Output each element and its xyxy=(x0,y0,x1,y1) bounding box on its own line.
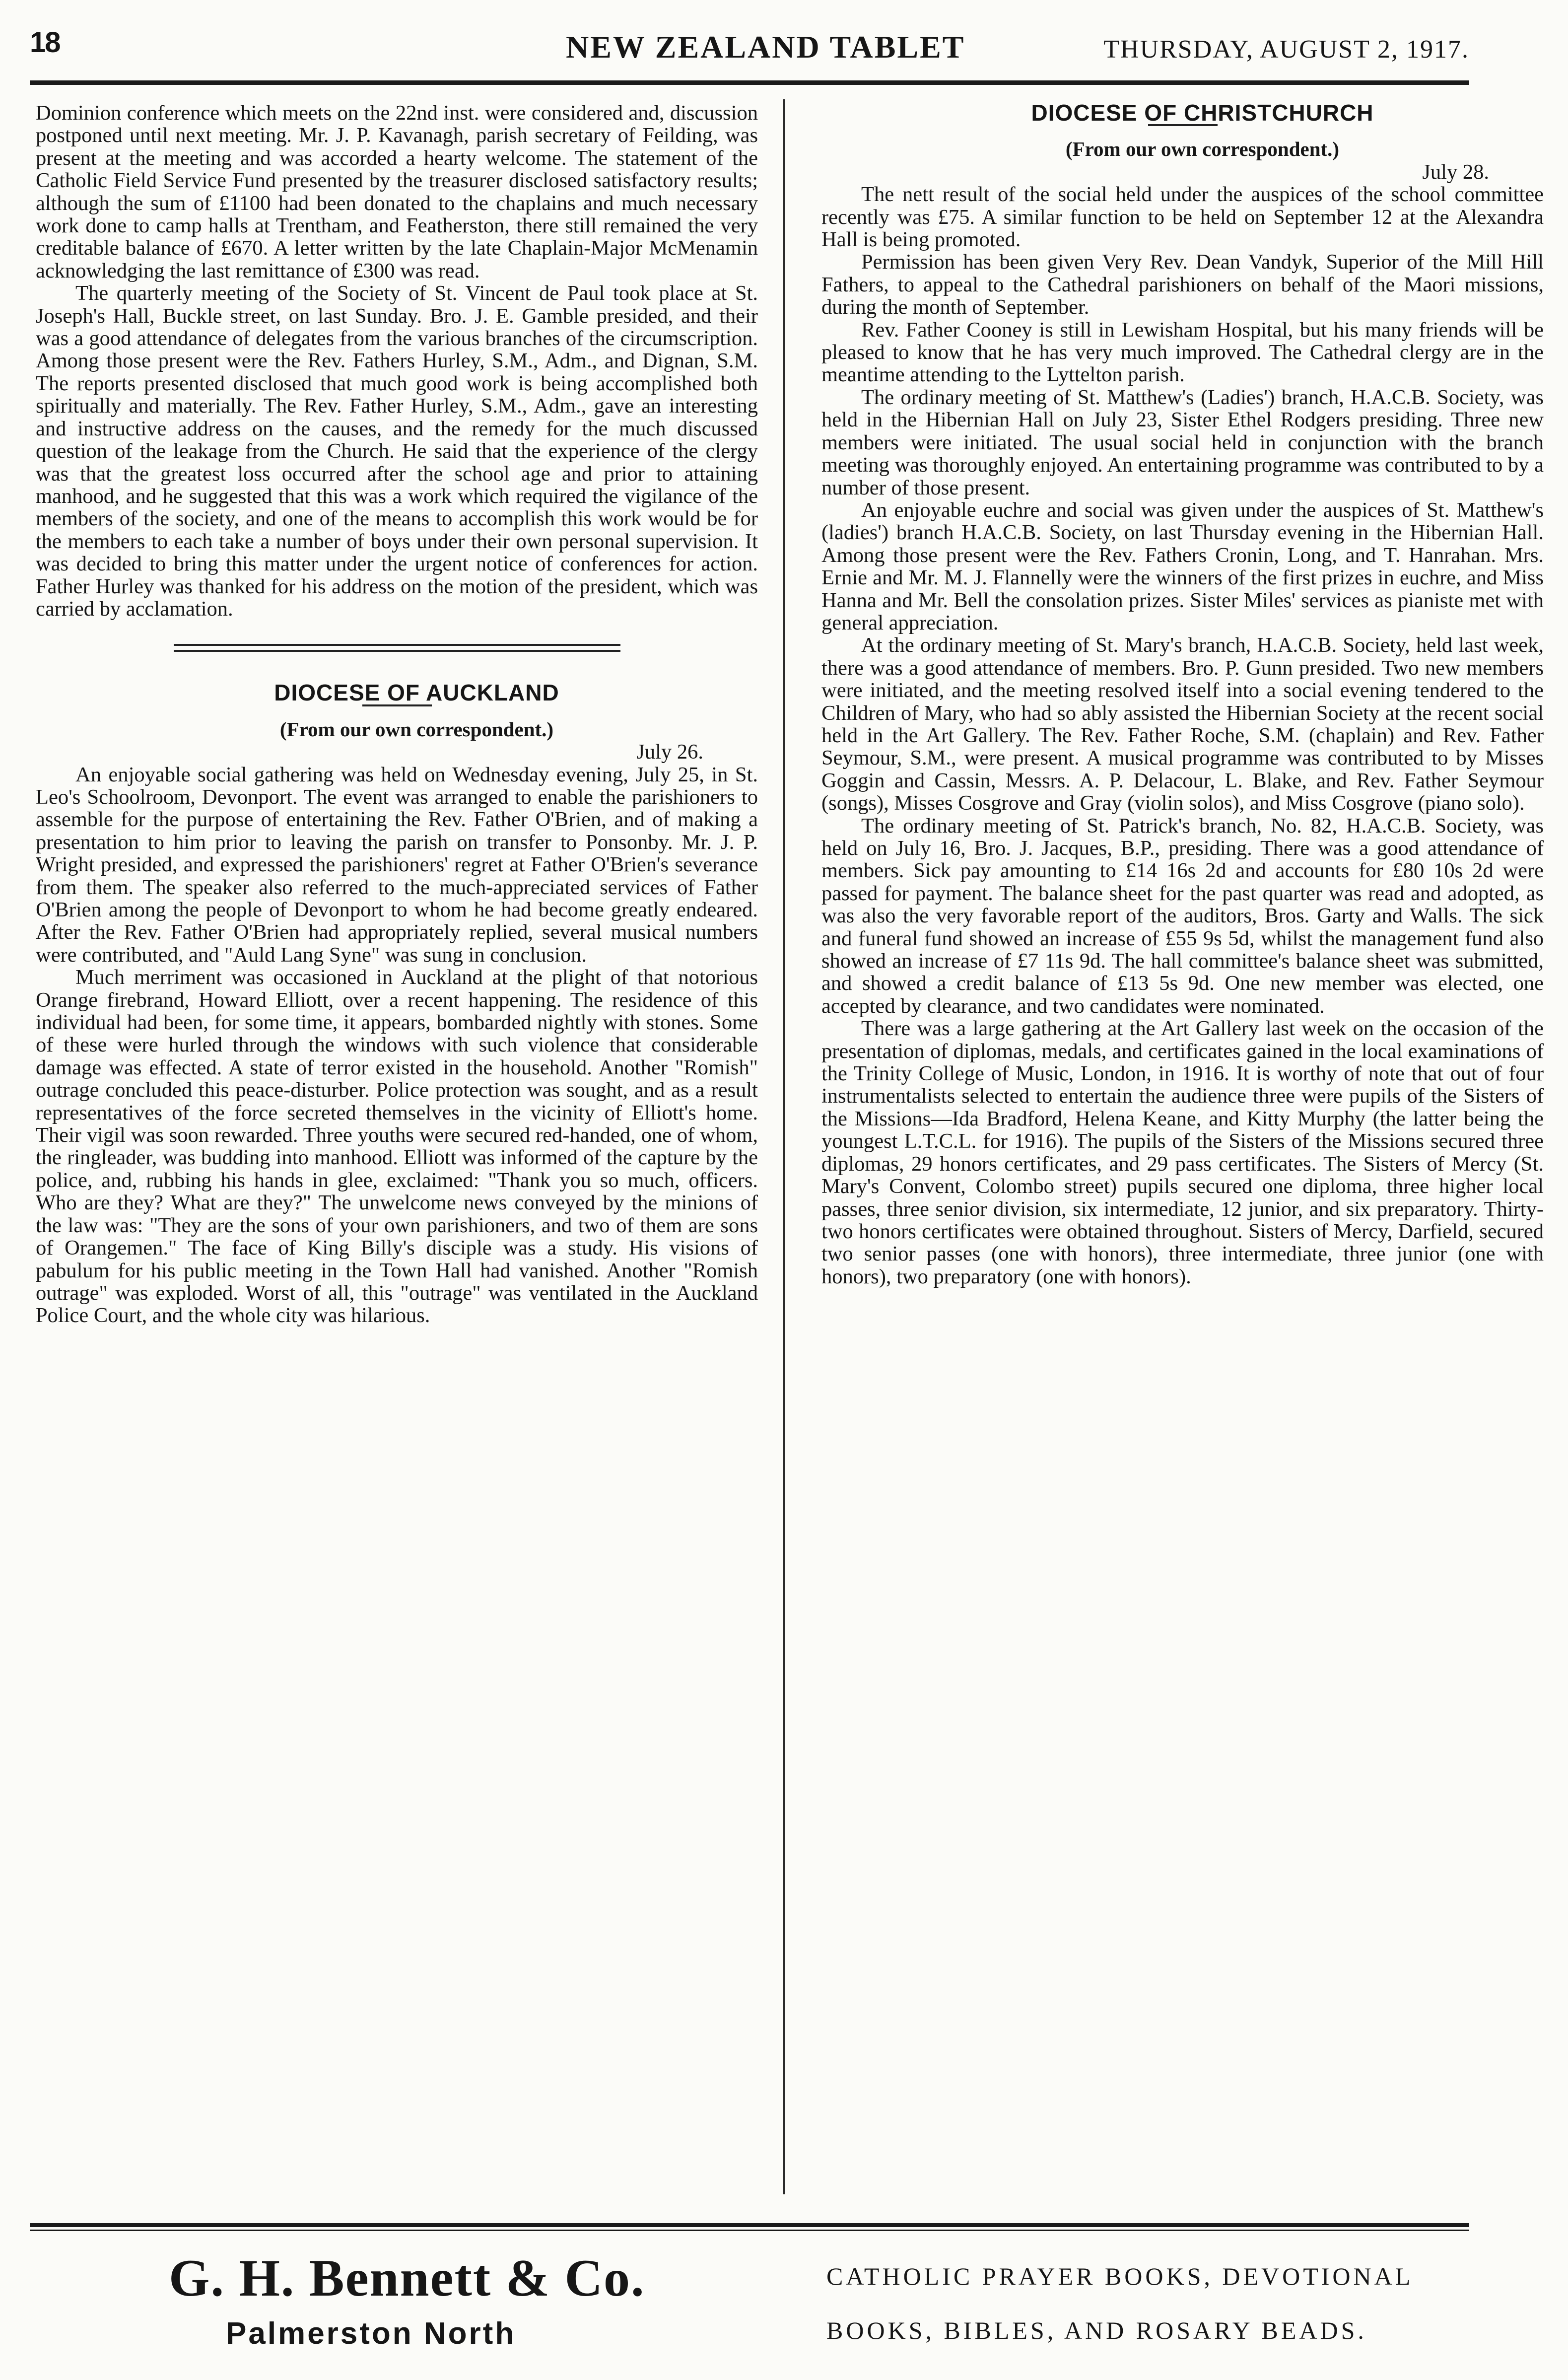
article-diocese-auckland xyxy=(36,682,758,1327)
advertiser-name: G. H. Bennett & Co. xyxy=(169,2249,645,2307)
article-diocese-christchurch xyxy=(821,102,1544,1288)
issue-date: THURSDAY, AUGUST 2, 1917. xyxy=(1103,35,1469,64)
page-number: 18 xyxy=(30,26,60,59)
article-paragraph: An enjoyable euchre and social was given under the auspices of St. Matthew's (ladies') branch H.A.C.B. Society, on last Thursday evening in the Hibernian Hall. Among those present were the Rev. Fathers Cronin, Long, and T. Hanrahan. Mrs. Ernie and Mr. M. J. Flannelly were the winners of the first prizes in euchre, and Miss Hanna and Mr. Bell the consolation prizes. Sister Miles' services as pianiste met with general appreciation. xyxy=(821,498,1544,634)
left-column xyxy=(36,102,758,1327)
correspondent-line: (From our own correspondent.) xyxy=(1065,138,1340,161)
section-separator xyxy=(174,644,620,652)
correspondent-line: (From our own correspondent.) xyxy=(279,717,554,741)
section-heading: DIOCESE OF CHRISTCHURCH xyxy=(1031,100,1374,126)
article-paragraph: Permission has been given Very Rev. Dean Vandyk, Superior of the Mill Hill Fathers, to appeal to the Cathedral parishioners on behalf of the Maori missions, during the month of September. xyxy=(821,250,1544,319)
article-paragraph: At the ordinary meeting of St. Mary's branch, H.A.C.B. Society, held last week, there was a good attendance of members. Bro. P. Gunn presided. Two new members were initiated, and the meeting resolved itself into a social evening tendered to the Children of Mary, who had so ably assisted the Hibernian Society at the recent social held in the Art Gallery. The Rev. Father Roche, S.M. (chaplain) and Rev. Father Seymour, S.M., were present. A musical programme was contributed to by Misses Goggin and Cassin, Messrs. A. P. Delacour, L. Blake, and Rev. Father Seymour (songs), Misses Cosgrove and Gray (violin solos), and Miss Cosgrove (piano solo). xyxy=(821,633,1544,815)
article-paragraph: Much merriment was occasioned in Auckland at the plight of that notorious Orange firebrand, Howard Elliott, over a recent happening. The residence of this individual had been, for some time, it appears, bombarded nightly with stones. Some of these were hurled through the windows with such violence that considerable damage was effected. A state of terror existed in the household. Another "Romish" outrage concluded this peace-disturber. Police protection was sought, and as a result representatives of the force secreted themselves in the vicinity of Elliott's home. Their vigil was soon rewarded. Three youths were secured red-handed, one of whom, the ringleader, was budding into manhood. Elliott was informed of the capture by the police, and, rubbing his hands in glee, exclaimed: "Thank you so much, officers. Who are they? What are they?" The unwelcome news conveyed by the minions of the law was: "They are the sons of your own parishioners, and two of them are sons of Orangemen." The face of King Billy's disciple was a study. His visions of pabulum for his public meeting in the Town Hall had vanished. Another "Romish outrage" was exploded. Worst of all, this "outrage" was ventilated in the Auckland Police Court, and the whole city was hilarious. xyxy=(36,966,758,1328)
article-paragraph: There was a large gathering at the Art Gallery last week on the occasion of the presentation of diplomas, medals, and certificates gained in the local examinations of the Trinity College of Music, London, in 1916. It is worthy of note that out of four instrumentalists selected to entertain the audience three were pupils of the Sisters of the Missions—Ida Bradford, Helena Keane, and Kitty Murphy (the latter being the youngest L.T.C.L. for 1916). The pupils of the Sisters of the Missions secured three diplomas, 29 honors certificates, and 29 pass certificates. The Sisters of Mercy (St. Mary's Convent, Colombo street) pupils secured one diploma, three higher local passes, three senior division, six intermediate, 12 junior, and six preparatory. Thirty-two honors certificates were obtained throughout. Sisters of Mercy, Darfield, secured two senior passes (one with honors), three intermediate, three junior (one with honors), two preparatory (one with honors). xyxy=(821,1017,1544,1288)
page-header xyxy=(30,26,1469,85)
header-rule xyxy=(30,80,1469,85)
article-paragraph: The ordinary meeting of St. Matthew's (Ladies') branch, H.A.C.B. Society, was held in the Hibernian Hall on July 23, Sister Ethel Rodgers presiding. Three new members were initiated. The usual social held in conjunction with the branch meeting was thoroughly enjoyed. An entertaining programme was contributed to by a number of those present. xyxy=(821,385,1544,499)
right-column xyxy=(821,102,1544,1288)
column-divider xyxy=(783,99,785,2194)
advert-text-line: BOOKS, BIBLES, AND ROSARY BEADS. xyxy=(826,2316,1367,2344)
continuation-paragraph: The quarterly meeting of the Society of St. Vincent de Paul took place at St. Joseph's Hall, Buckle street, on last Sunday. Bro. J. E. Gamble presided, and their was a good attendance of delegates from the various branches of the circumscription. Among those present were the Rev. Fathers Hurley, S.M., Adm., and Dignan, S.M. The reports presented disclosed that much good work is being accomplished both spiritually and materially. The Rev. Father Hurley, S.M., Adm., gave an interesting and instructive address on the causes, and the remedy for the much discussed question of the leakage from the Church. He said that the experience of the clergy was that the greatest loss occurred after the school age and prior to attaining manhood, and he suggested that this was a work which required the vigilance of the members of the society, and one of the means to accomplish this work would be for the members to each take a number of boys under their own personal supervision. It was decided to bring this matter under the urgent notice of conferences for action. Father Hurley was thanked for his address on the motion of the president, which was carried by acclamation. xyxy=(36,281,758,621)
article-paragraph: The ordinary meeting of St. Patrick's branch, No. 82, H.A.C.B. Society, was held on July 16, Bro. J. Jacques, B.P., presiding. There was a good attendance of members. Sick pay amounting to £14 16s 2d and accounts for £80 10s 2d were passed for payment. The balance sheet for the past quarter was read and adopted, as was also the very favorable report of the auditors, Bros. Garty and Walls. The sick and funeral fund showed an increase of £55 9s 5d, whilst the management fund also showed an increase of £7 11s 9d. The hall committee's balance sheet was submitted, and showed a credit balance of £13 5s 9d. One new member was elected, one accepted by clearance, and two candidates were nominated. xyxy=(821,814,1544,1018)
advertiser-town: Palmerston North xyxy=(226,2316,516,2351)
continuation-paragraph: Dominion conference which meets on the 22nd inst. were considered and, discussion postponed until next meeting. Mr. J. P. Kavanagh, parish secretary of Feilding, was present at the meeting and was accorded a hearty welcome. The statement of the Catholic Field Service Fund presented by the treasurer disclosed satisfactory results; although the sum of £1100 had been donated to the chaplains and much necessary work done to camp halls at Trentham, and Featherston, there still remained the very creditable balance of £670. A letter written by the late Chaplain-Major McMenamin acknowledging the last remittance of £300 was read. xyxy=(36,101,758,282)
publication-title: NEW ZEALAND TABLET xyxy=(566,29,965,65)
advert-text-line: CATHOLIC PRAYER BOOKS, DEVOTIONAL xyxy=(826,2262,1414,2290)
footer-rule xyxy=(30,2230,1469,2231)
article-paragraph: Rev. Father Cooney is still in Lewisham Hospital, but his many friends will be pleased to know that he has very much improved. The Cathedral clergy are in the meantime attending to the Lyttelton parish. xyxy=(821,318,1544,387)
footer-rule xyxy=(30,2223,1469,2227)
dateline: July 28. xyxy=(1422,160,1489,184)
article-paragraph: An enjoyable social gathering was held on Wednesday evening, July 25, in St. Leo's Schoolroom, Devonport. The event was arranged to enable the parishioners to assemble for the purpose of entertaining the Rev. Father O'Brien, and of making a presentation to him prior to leaving the parish on transfer to Ponsonby. Mr. J. P. Wright presided, and expressed the parishioners' regret at Father O'Brien's severance from them. The speaker also referred to the much-appreciated services of Father O'Brien among the people of Devonport to whom he had become greatly endeared. After the Rev. Father O'Brien had appropriately replied, several musical numbers were contributed, and "Auld Lang Syne" was sung in conclusion. xyxy=(36,763,758,967)
dateline: July 26. xyxy=(636,740,703,764)
section-heading: DIOCESE OF AUCKLAND xyxy=(274,680,559,706)
article-paragraph: The nett result of the social held under the auspices of the school committee recently was £75. A similar function to be held on September 12 at the Alexandra Hall is being promoted. xyxy=(821,183,1544,252)
